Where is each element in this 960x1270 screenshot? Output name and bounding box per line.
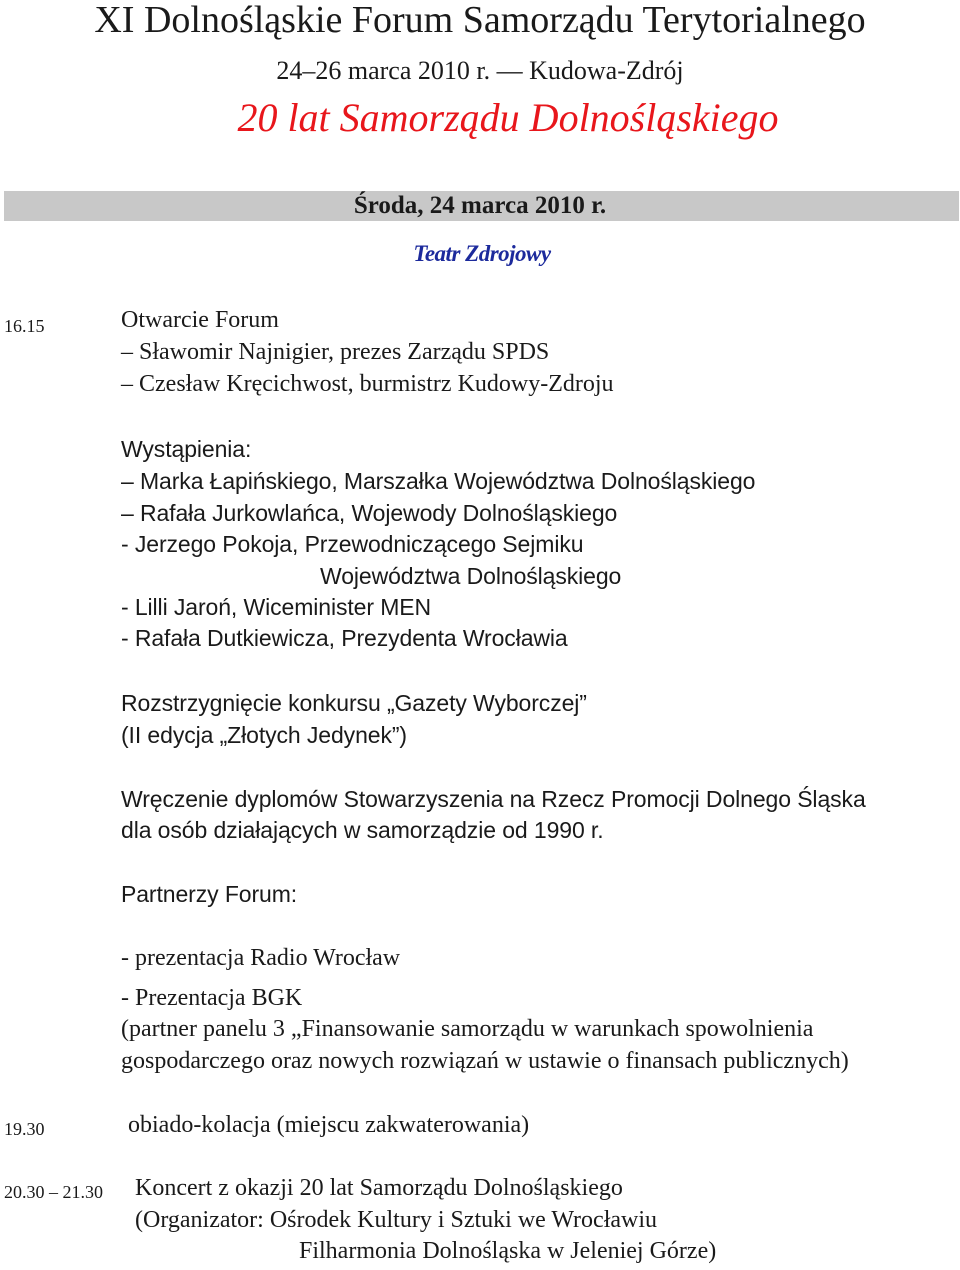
partner-bgk: - Prezentacja BGK — [121, 985, 303, 1011]
partner-bgk-detail: gospodarczego oraz nowych rozwiązań w ustawie o finansach publicznych) — [121, 1048, 849, 1074]
contest-line: (II edycja „Złotych Jedynek”) — [121, 722, 407, 748]
speeches-heading: Wystąpienia: — [121, 436, 252, 462]
day-label: Środa, 24 marca 2010 r. — [353, 192, 607, 219]
contest-line: Rozstrzygnięcie konkursu „Gazety Wyborczej” — [121, 690, 587, 716]
page-title: XI Dolnośląskie Forum Samorządu Terytorialnego — [94, 0, 866, 41]
event-dates: 24–26 marca 2010 r. — Kudowa-Zdrój — [276, 56, 684, 85]
speech-item: – Marka Łapińskiego, Marszałka Województwa Dolnośląskiego — [121, 468, 756, 494]
opening-speaker: – Czesław Kręcichwost, burmistrz Kudowy-Zdroju — [121, 371, 614, 397]
organizer-line: (Organizator: Ośrodek Kultury i Sztuki we Wrocławiu — [135, 1207, 658, 1233]
speech-item-continued: Województwa Dolnośląskiego — [320, 563, 622, 589]
organizer-line: Filharmonia Dolnośląska w Jeleniej Górze) — [299, 1238, 717, 1264]
dinner-item: obiado-kolacja (miejscu zakwaterowania) — [128, 1112, 530, 1138]
diplomas-line: dla osób działających w samorządzie od 1990 r. — [121, 817, 604, 843]
partner-bgk-detail: (partner panelu 3 „Finansowanie samorządu w warunkach spowolnienia — [121, 1016, 814, 1042]
speech-item: – Rafała Jurkowlańca, Wojewody Dolnośląskiego — [121, 500, 618, 526]
event-subtitle: 20 lat Samorządu Dolnośląskiego — [237, 95, 779, 140]
speech-item: - Lilli Jaroń, Wiceminister MEN — [121, 594, 432, 620]
partners-heading: Partnerzy Forum: — [121, 881, 298, 907]
venue-label: Teatr Zdrojowy — [413, 241, 551, 266]
time-slot-1: 16.15 — [4, 316, 45, 336]
diplomas-line: Wręczenie dyplomów Stowarzyszenia na Rzecz Promocji Dolnego Śląska — [121, 786, 866, 812]
opening-speaker: – Sławomir Najnigier, prezes Zarządu SPDS — [121, 339, 550, 365]
partner-radio: - prezentacja Radio Wrocław — [121, 945, 401, 971]
time-slot-3: 20.30 – 21.30 — [4, 1182, 103, 1202]
time-slot-2: 19.30 — [4, 1119, 45, 1139]
speech-item: - Jerzego Pokoja, Przewodniczącego Sejmiku — [121, 531, 584, 557]
opening-title: Otwarcie Forum — [121, 307, 279, 333]
concert-item: Koncert z okazji 20 lat Samorządu Dolnośląskiego — [135, 1175, 623, 1201]
speech-item: - Rafała Dutkiewicza, Prezydenta Wrocławia — [121, 625, 568, 651]
